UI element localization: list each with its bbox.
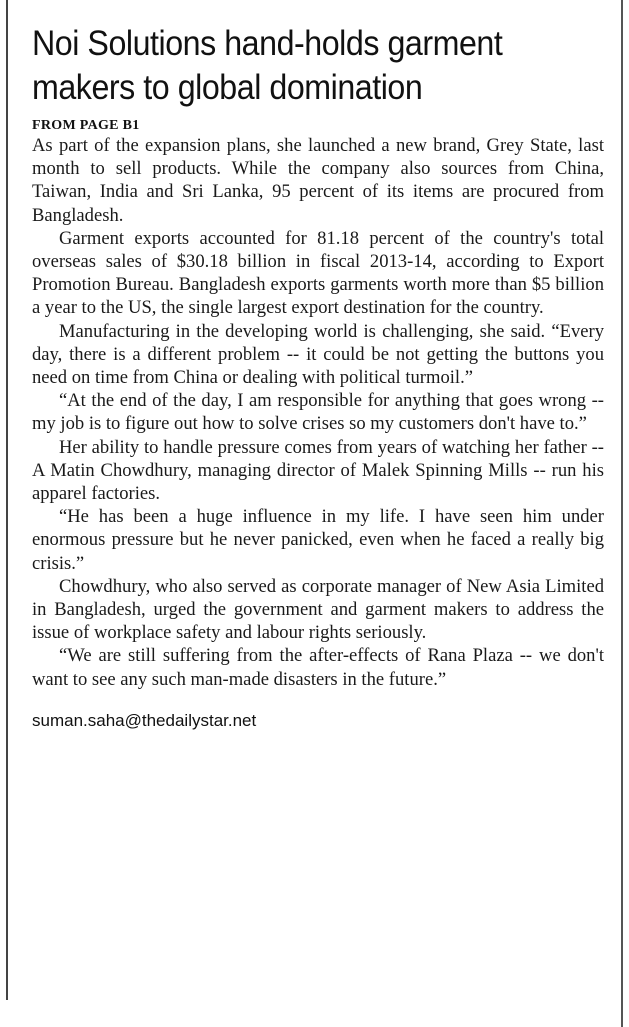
column-rule-left bbox=[6, 0, 8, 1000]
paragraph: Her ability to handle pressure comes from years of watching her father -- A Matin Chowdhury, managing director of Malek Spinning Mills -- run his apparel factories. bbox=[32, 436, 604, 505]
paragraph: “We are still suffering from the after-effects of Rana Plaza -- we don't want to see any such man-made disasters in the future.” bbox=[32, 645, 604, 690]
column-rule-right bbox=[621, 0, 623, 1027]
paragraph: Manufacturing in the developing world is challenging, she said. “Every day, there is a different problem -- it could be not getting the buttons you need on time from China or dealing with political turmoil.” bbox=[32, 320, 604, 389]
paragraph: Garment exports accounted for 81.18 percent of the country's total overseas sales of $30.18 billion in fiscal 2013-14, according to Export Promotion Bureau. Bangladesh exports garments worth more than $5 billion a year to the US, the single largest export destination for the country. bbox=[32, 227, 604, 319]
article-body bbox=[32, 134, 604, 691]
paragraph: As part of the expansion plans, she launched a new brand, Grey State, last month to sell products. While the company also sources from China, Taiwan, India and Sri Lanka, 95 percent of its items are procured from Bangladesh. bbox=[32, 135, 604, 226]
paragraph: Chowdhury, who also served as corporate manager of New Asia Limited in Bangladesh, urged the government and garment makers to address the issue of workplace safety and labour rights seriously. bbox=[32, 575, 604, 644]
paragraph: “He has been a huge influence in my life. I have seen him under enormous pressure but he never panicked, even when he faced a really big crisis.” bbox=[32, 506, 604, 574]
headline: Noi Solutions hand-holds garment makers to global domination bbox=[32, 24, 503, 107]
paragraph: “At the end of the day, I am responsible for anything that goes wrong -- my job is to figure out how to solve crises so my customers don't have to.” bbox=[32, 390, 604, 435]
from-page-label: FROM PAGE B1 bbox=[32, 118, 140, 133]
article bbox=[32, 22, 604, 731]
byline-email: suman.saha@thedailystar.net bbox=[32, 710, 257, 730]
